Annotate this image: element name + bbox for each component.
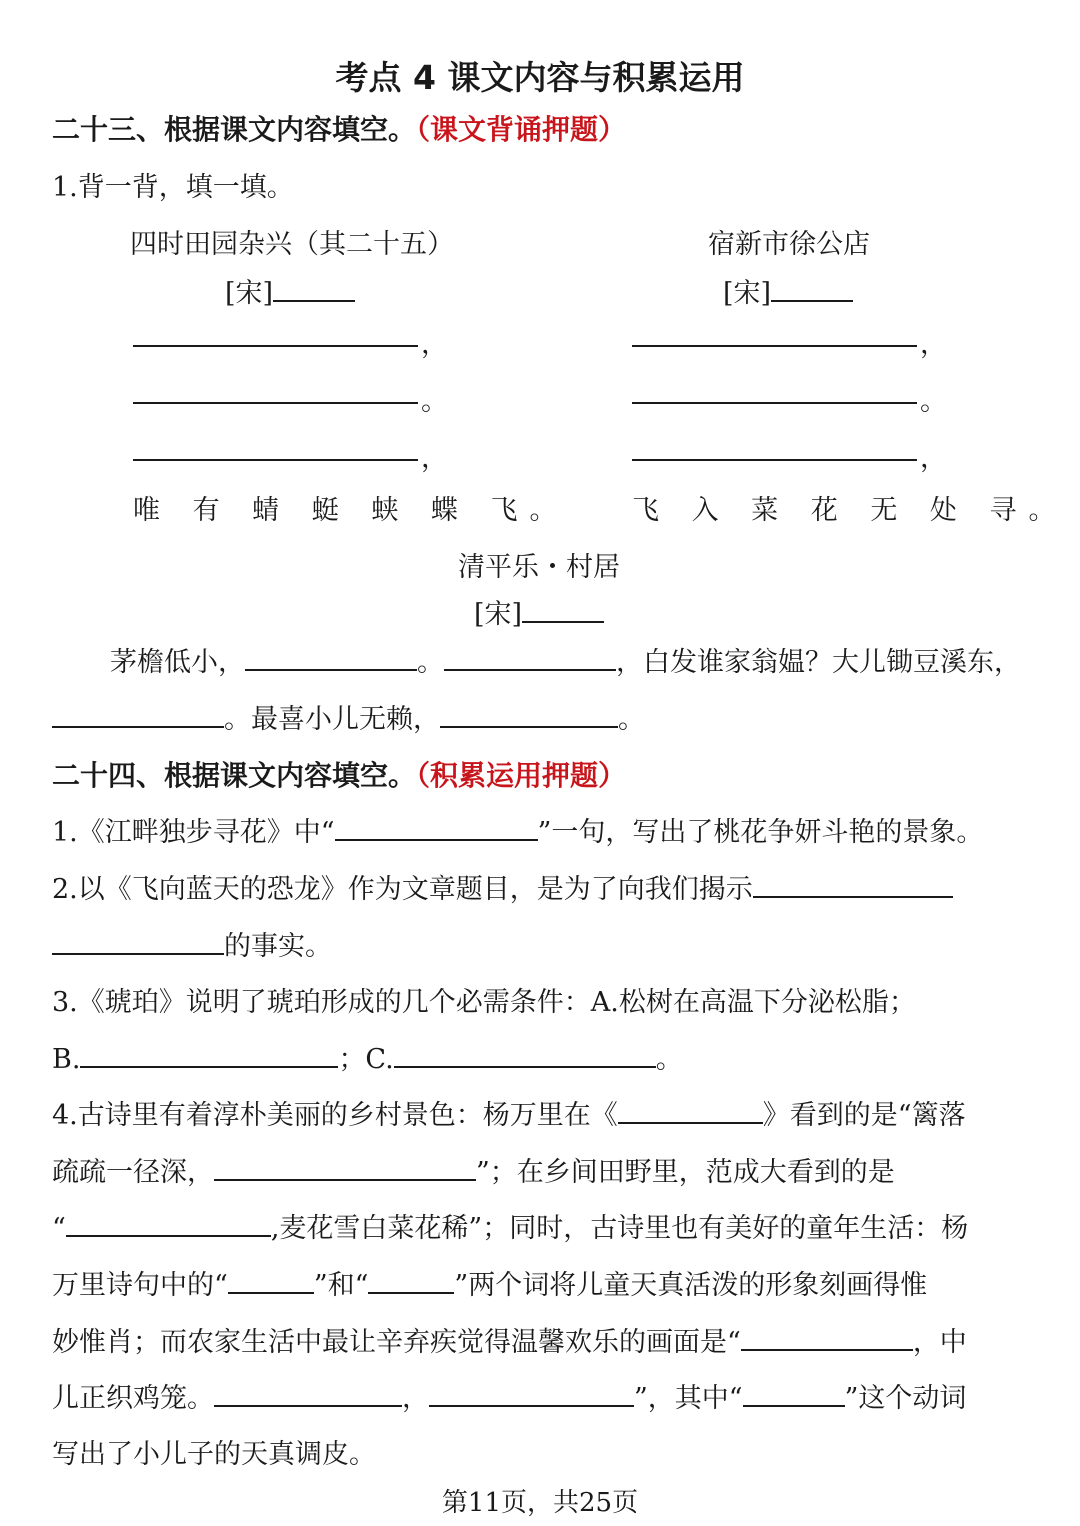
s24-q4-l6-c: ”，其中“ <box>634 1383 743 1414</box>
poem3-blank-4[interactable] <box>440 699 618 728</box>
s24-q4-line6 <box>52 1376 966 1415</box>
s24-q4-l4-a: 万里诗句中的“ <box>52 1270 228 1301</box>
s24-q4-blank-4[interactable] <box>228 1265 314 1294</box>
s24-q2-line2 <box>52 924 332 963</box>
poem2-author-blank[interactable] <box>771 273 853 302</box>
poem3-dynasty: [宋] <box>474 599 523 630</box>
s24-q2-a: 2.以《飞向蓝天的恐龙》作为文章题目，是为了向我们揭示 <box>52 874 753 905</box>
poem1-punc1: ， <box>421 329 448 360</box>
poem3-line2-a: 。最喜小儿无赖， <box>224 704 440 735</box>
s24-q4-line5 <box>52 1320 967 1359</box>
poem1-punc3: ， <box>421 443 448 474</box>
s24-q2-blank-1[interactable] <box>753 869 953 898</box>
s24-q4-line1 <box>52 1093 966 1132</box>
poem3-blank-1[interactable] <box>245 642 417 671</box>
s24-q4-line2 <box>52 1150 895 1189</box>
section-23-tag: （课文背诵押题） <box>416 113 627 146</box>
s24-q4-l2-b: ”；在乡间田野里，范成大看到的是 <box>476 1157 895 1188</box>
poem1-title: 四时田园杂兴（其二十五） <box>130 229 454 260</box>
poem3-title: 清平乐・村居 <box>458 552 620 583</box>
s24-q4-blank-7[interactable] <box>214 1378 402 1407</box>
s24-q4-blank-3[interactable] <box>66 1208 271 1237</box>
section-24-heading-text: 二十四、根据课文内容填空。 <box>52 759 417 792</box>
s24-q3-d: 。 <box>655 1044 683 1075</box>
page-number: 第11页，共25页 <box>441 1488 639 1518</box>
poem2-dynasty: [宋] <box>723 278 772 309</box>
s24-q1 <box>52 810 983 849</box>
poem1-line1-blank[interactable] <box>133 345 418 347</box>
s24-q4-line3 <box>52 1206 968 1245</box>
poem3-blank-2[interactable] <box>444 642 616 671</box>
s24-q4-blank-1[interactable] <box>618 1095 763 1124</box>
poem2-line1-blank[interactable] <box>632 345 917 347</box>
poem3-line1-b: 。 <box>417 647 444 678</box>
s24-q1-blank[interactable] <box>335 812 538 841</box>
poem3-line1-c: ，白发谁家翁媪？大儿锄豆溪东， <box>616 647 1021 678</box>
poem3-author <box>474 592 604 631</box>
s24-q4-l5-a: 妙惟肖；而农家生活中最让辛弃疾觉得温馨欢乐的画面是“ <box>52 1327 741 1358</box>
s24-q3-line2 <box>52 1037 683 1076</box>
section-24-heading <box>52 754 626 794</box>
section-23-heading <box>52 108 626 148</box>
poem2-last-line: 飞 入 菜 花 无 处 寻。 <box>632 495 1068 526</box>
poem3-line1-a: 茅檐低小， <box>110 647 245 678</box>
poem1-last-line: 唯 有 蜻 蜓 蛱 蝶 飞。 <box>133 495 569 526</box>
s24-q4-line7: 写出了小儿子的天真调皮。 <box>52 1439 376 1470</box>
s24-q3-line1: 3.《琥珀》说明了琥珀形成的几个必需条件：A.松树在高温下分泌松脂； <box>52 987 916 1018</box>
poem1-punc2: 。 <box>421 386 448 417</box>
q1-label: 1.背一背，填一填。 <box>52 172 294 203</box>
section-24-tag: （积累运用押题） <box>416 759 627 792</box>
s24-q1-b: ”一句，写出了桃花争妍斗艳的景象。 <box>537 817 984 848</box>
s24-q4-blank-8[interactable] <box>429 1378 634 1407</box>
s24-q4-l2-a: 疏疏一径深， <box>52 1157 214 1188</box>
s24-q4-l3-a: “ <box>52 1213 66 1244</box>
s24-q4-l4-c: ”两个词将儿童天真活泼的形象刻画得惟 <box>454 1270 928 1301</box>
s24-q2-line1 <box>52 867 953 906</box>
poem3-line1 <box>110 640 1021 679</box>
page-title: 考点 4 课文内容与积累运用 <box>335 58 745 97</box>
s24-q3-blank-b[interactable] <box>80 1039 338 1068</box>
s24-q4-l6-a: 儿正织鸡笼。 <box>52 1383 214 1414</box>
s24-q4-blank-2[interactable] <box>214 1152 476 1181</box>
poem2-line3-blank[interactable] <box>632 459 917 461</box>
s24-q4-l1-a: 4.古诗里有着淳朴美丽的乡村景色：杨万里在《 <box>52 1100 618 1131</box>
poem2-line2-blank[interactable] <box>632 402 917 404</box>
s24-q3-c: ；C. <box>338 1044 394 1075</box>
s24-q4-l3-b: ,麦花雪白菜花稀”；同时，古诗里也有美好的童年生活：杨 <box>270 1213 969 1244</box>
poem1-author-blank[interactable] <box>273 273 355 302</box>
s24-q4-l5-b: ，中 <box>912 1327 967 1358</box>
s24-q4-l4-b: ”和“ <box>313 1270 369 1301</box>
s24-q4-blank-9[interactable] <box>743 1378 845 1407</box>
s24-q4-line4 <box>52 1263 927 1302</box>
poem3-blank-3[interactable] <box>52 699 224 728</box>
poem3-author-blank[interactable] <box>522 594 604 623</box>
s24-q4-l1-b: 》看到的是“篱落 <box>762 1100 966 1131</box>
section-23-heading-text: 二十三、根据课文内容填空。 <box>52 113 417 146</box>
s24-q2-b: 的事实。 <box>224 931 332 962</box>
s24-q1-a: 1.《江畔独步寻花》中“ <box>52 817 335 848</box>
s24-q4-blank-6[interactable] <box>741 1322 913 1351</box>
poem1-line3-blank[interactable] <box>133 459 418 461</box>
s24-q3-blank-c[interactable] <box>394 1039 656 1068</box>
poem2-punc1: ， <box>920 329 947 360</box>
s24-q3-b: B. <box>52 1044 81 1075</box>
poem2-title: 宿新市徐公店 <box>708 229 870 260</box>
poem3-line2 <box>52 697 645 736</box>
s24-q4-blank-5[interactable] <box>368 1265 454 1294</box>
poem1-author <box>225 271 355 310</box>
poem2-punc2: 。 <box>920 386 947 417</box>
poem1-dynasty: [宋] <box>225 278 274 309</box>
poem2-author <box>723 271 853 310</box>
s24-q4-l6-b: ， <box>402 1383 429 1414</box>
poem3-line2-b: 。 <box>618 704 645 735</box>
s24-q4-l6-d: ”这个动词 <box>844 1383 967 1414</box>
s24-q2-blank-2[interactable] <box>52 926 224 955</box>
poem2-punc3: ， <box>920 443 947 474</box>
poem1-line2-blank[interactable] <box>133 402 418 404</box>
